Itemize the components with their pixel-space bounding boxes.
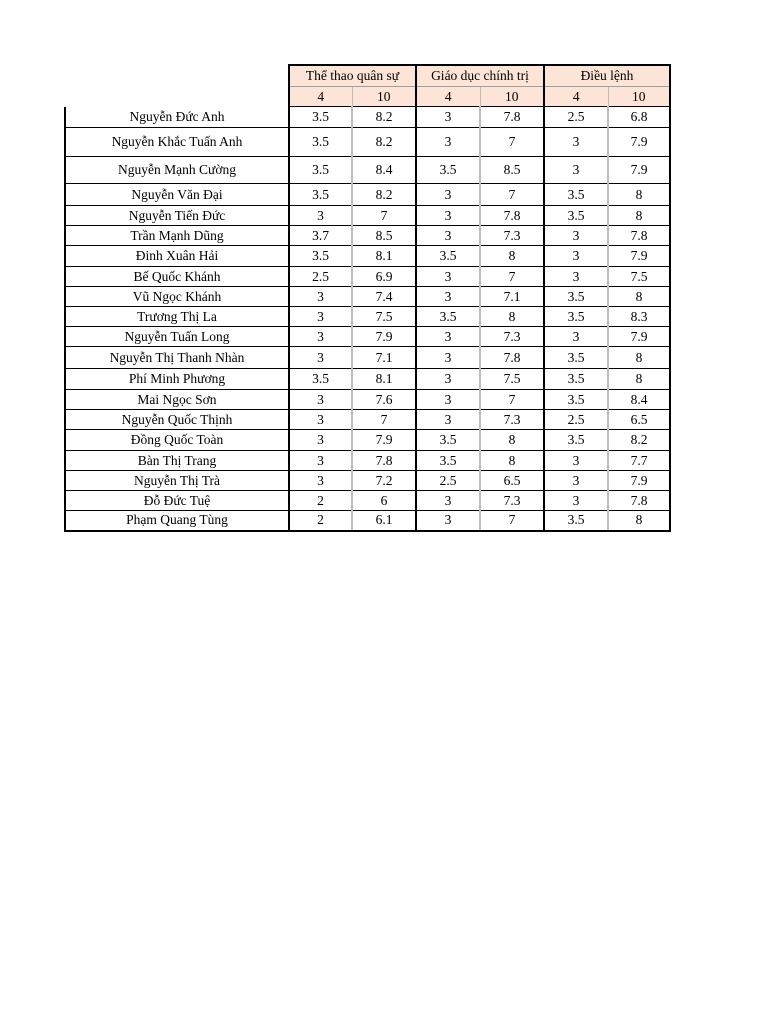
score-cell: 3 <box>544 246 608 267</box>
score-cell: 6.1 <box>352 511 416 531</box>
score-cell: 3 <box>289 347 352 369</box>
score-cell: 8 <box>480 451 544 471</box>
score-cell: 3 <box>289 430 352 451</box>
group-header-military-sports: Thể thao quân sự <box>289 65 416 87</box>
score-cell: 3 <box>416 369 480 390</box>
score-cell: 3.5 <box>416 451 480 471</box>
score-cell: 3.5 <box>544 369 608 390</box>
score-cell: 7 <box>352 410 416 430</box>
score-cell: 3.5 <box>544 287 608 307</box>
score-cell: 8.4 <box>608 390 670 410</box>
score-cell: 7 <box>480 267 544 287</box>
table-row <box>65 246 670 267</box>
score-cell: 8 <box>608 206 670 226</box>
subheader-cell: 10 <box>608 87 670 107</box>
score-cell: 7.2 <box>352 471 416 491</box>
table-row <box>65 206 670 226</box>
table-row <box>65 267 670 287</box>
subheader-cell: 4 <box>416 87 480 107</box>
score-cell: 2.5 <box>416 471 480 491</box>
table-row <box>65 511 670 531</box>
score-cell: 3.5 <box>416 307 480 327</box>
table-row <box>65 107 670 128</box>
score-cell: 3.5 <box>289 369 352 390</box>
score-cell: 3.5 <box>289 157 352 184</box>
score-cell: 6.8 <box>608 107 670 128</box>
student-name-cell: Đồng Quốc Toàn <box>65 430 289 451</box>
student-name-cell: Phạm Quang Tùng <box>65 511 289 531</box>
score-cell: 3 <box>416 107 480 128</box>
score-cell: 6.5 <box>480 471 544 491</box>
table-row <box>65 471 670 491</box>
score-cell: 3.5 <box>416 430 480 451</box>
table-row <box>65 390 670 410</box>
score-cell: 3 <box>289 410 352 430</box>
score-cell: 2.5 <box>289 267 352 287</box>
score-cell: 3 <box>416 327 480 347</box>
score-cell: 7.8 <box>480 107 544 128</box>
score-cell: 8 <box>608 369 670 390</box>
score-cell: 3 <box>544 471 608 491</box>
score-cell: 3 <box>544 128 608 157</box>
table-row <box>65 369 670 390</box>
score-cell: 8.2 <box>352 184 416 206</box>
group-header-row <box>65 65 670 87</box>
score-cell: 3.5 <box>544 511 608 531</box>
score-cell: 3 <box>416 287 480 307</box>
score-cell: 7 <box>352 206 416 226</box>
score-cell: 7.8 <box>352 451 416 471</box>
score-cell: 7.9 <box>608 157 670 184</box>
score-cell: 8.2 <box>352 128 416 157</box>
student-name-cell: Nguyễn Tuấn Long <box>65 327 289 347</box>
score-cell: 3 <box>289 451 352 471</box>
student-name-cell: Trần Mạnh Dũng <box>65 226 289 246</box>
score-cell: 3.5 <box>289 107 352 128</box>
score-cell: 3.5 <box>416 157 480 184</box>
subheader-row <box>65 87 670 107</box>
score-cell: 7.8 <box>480 206 544 226</box>
student-name-cell: Phí Minh Phương <box>65 369 289 390</box>
score-cell: 3 <box>289 327 352 347</box>
student-name-cell: Nguyễn Thị Trà <box>65 471 289 491</box>
score-cell: 7.3 <box>480 491 544 511</box>
score-cell: 3 <box>544 327 608 347</box>
table-row <box>65 226 670 246</box>
score-cell: 8.3 <box>608 307 670 327</box>
student-name-cell: Nguyễn Đức Anh <box>65 107 289 128</box>
score-cell: 7.5 <box>608 267 670 287</box>
score-cell: 7.1 <box>352 347 416 369</box>
score-cell: 3 <box>416 491 480 511</box>
score-cell: 2 <box>289 491 352 511</box>
table-row <box>65 307 670 327</box>
score-cell: 7.9 <box>352 327 416 347</box>
empty-corner-cell <box>65 87 289 107</box>
score-cell: 3.5 <box>544 347 608 369</box>
score-cell: 6.9 <box>352 267 416 287</box>
score-cell: 8.1 <box>352 369 416 390</box>
score-cell: 8 <box>480 430 544 451</box>
score-cell: 3 <box>289 390 352 410</box>
score-cell: 7.9 <box>608 246 670 267</box>
score-cell: 8.4 <box>352 157 416 184</box>
score-cell: 3 <box>544 157 608 184</box>
score-cell: 8.2 <box>352 107 416 128</box>
score-table <box>64 64 671 532</box>
score-cell: 3 <box>289 287 352 307</box>
score-cell: 3.5 <box>544 307 608 327</box>
score-cell: 3 <box>416 390 480 410</box>
group-header-regulations: Điều lệnh <box>544 65 670 87</box>
score-cell: 3 <box>416 226 480 246</box>
score-cell: 7.9 <box>352 430 416 451</box>
score-cell: 7.3 <box>480 226 544 246</box>
score-cell: 7.3 <box>480 327 544 347</box>
score-cell: 7 <box>480 390 544 410</box>
score-cell: 7.3 <box>480 410 544 430</box>
score-cell: 3 <box>289 206 352 226</box>
student-name-cell: Nguyễn Mạnh Cường <box>65 157 289 184</box>
student-name-cell: Vũ Ngọc Khánh <box>65 287 289 307</box>
score-cell: 6 <box>352 491 416 511</box>
score-cell: 8 <box>480 307 544 327</box>
student-name-cell: Đinh Xuân Hải <box>65 246 289 267</box>
student-name-cell: Nguyễn Tiến Đức <box>65 206 289 226</box>
score-cell: 3.5 <box>416 246 480 267</box>
score-cell: 3 <box>416 128 480 157</box>
subheader-cell: 10 <box>352 87 416 107</box>
score-cell: 3 <box>416 267 480 287</box>
student-name-cell: Bế Quốc Khánh <box>65 267 289 287</box>
score-cell: 3.5 <box>544 184 608 206</box>
score-cell: 3 <box>416 410 480 430</box>
score-cell: 2.5 <box>544 107 608 128</box>
score-cell: 3 <box>416 184 480 206</box>
score-cell: 8.1 <box>352 246 416 267</box>
score-cell: 7 <box>480 511 544 531</box>
student-name-cell: Nguyễn Thị Thanh Nhàn <box>65 347 289 369</box>
score-cell: 8 <box>608 511 670 531</box>
score-cell: 8 <box>480 246 544 267</box>
student-name-cell: Nguyễn Khắc Tuấn Anh <box>65 128 289 157</box>
student-name-cell: Mai Ngọc Sơn <box>65 390 289 410</box>
subheader-cell: 4 <box>289 87 352 107</box>
score-cell: 8 <box>608 287 670 307</box>
student-name-cell: Nguyễn Văn Đại <box>65 184 289 206</box>
student-name-cell: Nguyễn Quốc Thịnh <box>65 410 289 430</box>
score-cell: 3.5 <box>544 206 608 226</box>
score-cell: 3.5 <box>544 430 608 451</box>
score-cell: 3 <box>544 226 608 246</box>
score-cell: 2 <box>289 511 352 531</box>
table-row <box>65 430 670 451</box>
score-cell: 3 <box>544 267 608 287</box>
student-name-cell: Bàn Thị Trang <box>65 451 289 471</box>
score-cell: 7.6 <box>352 390 416 410</box>
score-cell: 7.9 <box>608 327 670 347</box>
score-cell: 6.5 <box>608 410 670 430</box>
score-cell: 8 <box>608 184 670 206</box>
table-row <box>65 451 670 471</box>
score-cell: 3 <box>416 347 480 369</box>
score-cell: 8 <box>608 347 670 369</box>
group-header-political-education: Giáo dục chính trị <box>416 65 544 87</box>
score-cell: 2.5 <box>544 410 608 430</box>
score-cell: 8.5 <box>480 157 544 184</box>
score-cell: 7.7 <box>608 451 670 471</box>
student-name-cell: Trương Thị La <box>65 307 289 327</box>
score-cell: 3 <box>289 471 352 491</box>
score-cell: 3.5 <box>289 184 352 206</box>
score-cell: 7.9 <box>608 128 670 157</box>
score-cell: 7.5 <box>480 369 544 390</box>
table-row <box>65 491 670 511</box>
score-cell: 3.5 <box>289 246 352 267</box>
score-cell: 7.4 <box>352 287 416 307</box>
table-row <box>65 287 670 307</box>
score-cell: 7 <box>480 128 544 157</box>
score-cell: 7.8 <box>608 226 670 246</box>
score-cell: 7.8 <box>480 347 544 369</box>
student-name-cell: Đỗ Đức Tuệ <box>65 491 289 511</box>
score-cell: 3 <box>416 511 480 531</box>
score-cell: 8.5 <box>352 226 416 246</box>
table-row <box>65 327 670 347</box>
score-cell: 3 <box>416 206 480 226</box>
score-cell: 3 <box>544 451 608 471</box>
subheader-cell: 4 <box>544 87 608 107</box>
score-cell: 7.8 <box>608 491 670 511</box>
score-cell: 7.5 <box>352 307 416 327</box>
score-cell: 7 <box>480 184 544 206</box>
table-row <box>65 128 670 157</box>
subheader-cell: 10 <box>480 87 544 107</box>
table-row <box>65 410 670 430</box>
table-row <box>65 184 670 206</box>
table-row <box>65 347 670 369</box>
score-cell: 3 <box>289 307 352 327</box>
score-cell: 8.2 <box>608 430 670 451</box>
score-cell: 3.5 <box>289 128 352 157</box>
score-cell: 3.5 <box>544 390 608 410</box>
score-cell: 3.7 <box>289 226 352 246</box>
table-row <box>65 157 670 184</box>
score-cell: 3 <box>544 491 608 511</box>
score-cell: 7.9 <box>608 471 670 491</box>
empty-corner-cell <box>65 65 289 87</box>
score-cell: 7.1 <box>480 287 544 307</box>
